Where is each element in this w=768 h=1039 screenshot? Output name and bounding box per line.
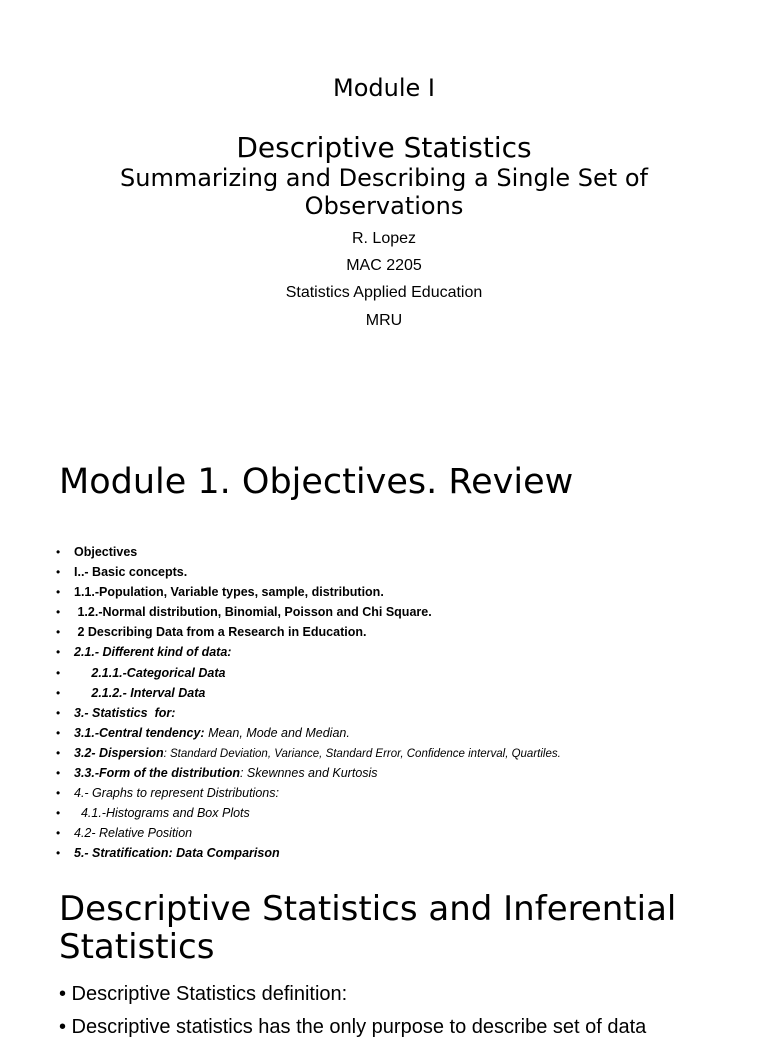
bullet: • (56, 846, 61, 861)
item-text: 2.1.1.-Categorical Data (74, 665, 226, 680)
inferential-slide (0, 880, 768, 1038)
item-text: I..- Basic concepts. (74, 565, 188, 580)
item-text: 4.2- Relative Position (74, 826, 193, 841)
bullet: • (56, 585, 61, 600)
bullet: • (56, 826, 61, 841)
objectives-list (56, 542, 561, 864)
item-text: 2.1.2.- Interval Data (74, 685, 206, 700)
bullet: • (56, 705, 61, 720)
bullet: • (56, 625, 61, 640)
list-item (56, 783, 561, 803)
bullet: • (56, 645, 61, 660)
item-text: 3.1.-Central tendency: (74, 725, 205, 740)
bullet: • (56, 745, 61, 760)
objectives-slide (0, 440, 768, 880)
list-item (56, 803, 561, 823)
bullet: • (56, 685, 61, 700)
bullet: • (56, 786, 61, 801)
department: Statistics Applied Education (285, 284, 483, 301)
bullet: • (56, 565, 61, 580)
module-label: Module I (333, 74, 435, 102)
item-text: 3.3.-Form of the distribution (74, 766, 240, 781)
list-item (56, 743, 561, 763)
definition-bullet: • Descriptive Statistics definition: (59, 983, 348, 1005)
slide-title: Descriptive Statistics (236, 131, 532, 164)
list-item (56, 703, 561, 723)
list-item (56, 843, 561, 863)
course-code: MAC 2205 (346, 257, 422, 274)
bullet: • (56, 766, 61, 781)
item-text: 4.1.-Histograms and Box Plots (74, 806, 250, 821)
objectives-heading: Module 1. Objectives. Review (59, 462, 574, 502)
item-text: 2.1.- Different kind of data: (74, 645, 232, 660)
description-bullet: • Descriptive statistics has the only purpose to describe set of data (59, 1016, 647, 1038)
list-item (56, 823, 561, 843)
bullet: • (56, 725, 61, 740)
list-item (56, 663, 561, 683)
list-item (56, 562, 561, 582)
list-item (56, 642, 561, 662)
bullet: • (56, 545, 61, 559)
item-text: 1.2.-Normal distribution, Binomial, Poisson and Chi Square. (74, 605, 432, 620)
list-item (56, 542, 561, 562)
list-item (56, 763, 561, 783)
item-text: Objectives (74, 545, 138, 559)
institution: MRU (365, 312, 403, 329)
item-text: 1.1.-Population, Variable types, sample, distribution. (74, 585, 384, 600)
list-item (56, 683, 561, 703)
inferential-heading: Descriptive Statistics and Inferential Statistics (59, 889, 677, 967)
item-text: 2 Describing Data from a Research in Education. (74, 625, 367, 640)
bullet: • (56, 806, 61, 821)
item-text: 4.- Graphs to represent Distributions: (74, 786, 279, 801)
slide-subtitle: Summarizing and Describing a Single Set of Observations (120, 164, 648, 220)
item-text: 5.- Stratification: Data Comparison (74, 846, 280, 861)
list-item (56, 602, 561, 622)
bullet: • (56, 665, 61, 680)
list-item (56, 582, 561, 602)
list-item (56, 622, 561, 642)
author: R. Lopez (351, 230, 417, 247)
bullet: • (56, 605, 61, 620)
item-detail: : Skewnnes and Kurtosis (239, 766, 378, 781)
item-detail: : Standard Deviation, Variance, Standard Error, Confidence interval, Quartiles. (163, 747, 561, 760)
item-text: 3.2- Dispersion (74, 745, 164, 760)
list-item (56, 723, 561, 743)
title-slide (0, 0, 768, 440)
item-text: 3.- Statistics for: (74, 705, 176, 720)
item-detail: Mean, Mode and Median. (204, 725, 350, 740)
